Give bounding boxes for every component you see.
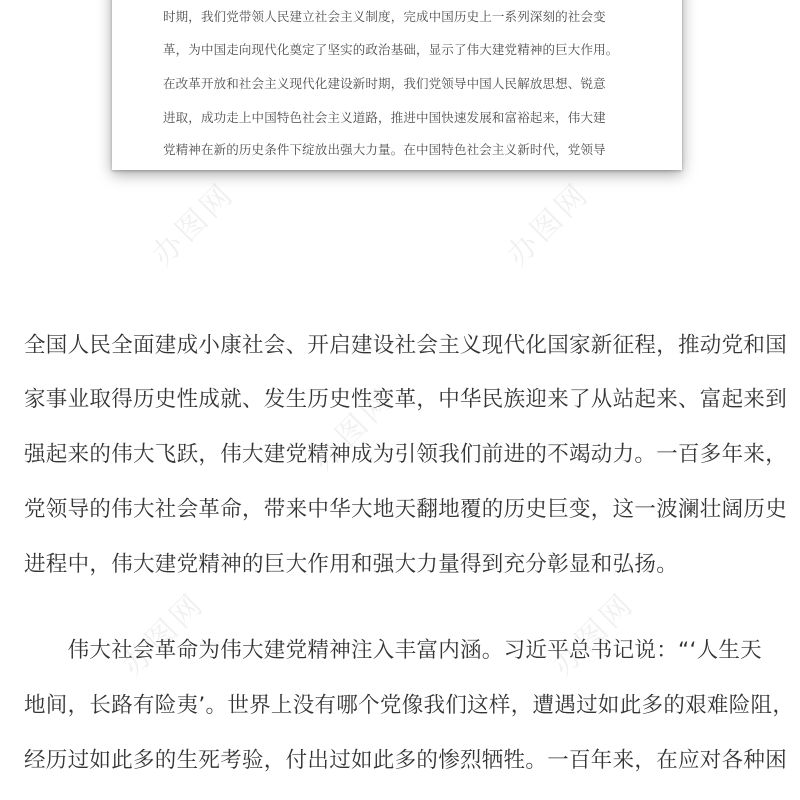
- card-text-line: 革，为中国走向现代化奠定了坚实的政治基础，显示了伟大建党精神的巨大作用。: [163, 42, 619, 57]
- watermark: 办图网: [545, 586, 642, 683]
- quoted-excerpt-card: [112, 0, 682, 170]
- watermark: 办图网: [145, 176, 242, 273]
- card-text-line: 党精神在新的历史条件下绽放出强大力量。在中国特色社会主义新时代，党领导: [163, 142, 606, 157]
- card-text-line: 时期，我们党带领人民建立社会主义制度，完成中国历史上一系列深刻的社会变: [163, 9, 606, 24]
- body-text-line: 地间，长路有险夷’。世界上没有哪个党像我们这样，遭遇过如此多的艰难险阻，: [24, 693, 795, 718]
- watermark: 办图网: [500, 176, 597, 273]
- watermark: 办图网: [305, 381, 402, 478]
- body-text-line: 党领导的伟大社会革命，带来中华大地天翻地覆的历史巨变，这一波澜壮阔历史: [24, 497, 788, 522]
- body-text-line: 强起来的伟大飞跃，伟大建党精神成为引领我们前进的不竭动力。一百多年来，: [24, 442, 788, 467]
- body-text-line: 进程中，伟大建党精神的巨大作用和强大力量得到充分彰显和弘扬。: [24, 552, 679, 577]
- body-text-line: 全国人民全面建成小康社会、开启建设社会主义现代化国家新征程，推动党和国: [24, 333, 788, 358]
- body-text-line: 伟大社会革命为伟大建党精神注入丰富内涵。习近平总书记说：“‘人生天: [24, 638, 762, 663]
- body-text-line: 经历过如此多的生死考验，付出过如此多的惨烈牺牲。一百年来，在应对各种困: [24, 748, 788, 773]
- watermark: 办图网: [115, 586, 212, 683]
- card-text-line: 进取，成功走上中国特色社会主义道路，推进中国快速发展和富裕起来，伟大建: [163, 110, 606, 125]
- card-text-line: 在改革开放和社会主义现代化建设新时期，我们党领导中国人民解放思想、锐意: [163, 76, 606, 91]
- body-text-line: 家事业取得历史性成就、发生历史性变革，中华民族迎来了从站起来、富起来到: [24, 387, 788, 412]
